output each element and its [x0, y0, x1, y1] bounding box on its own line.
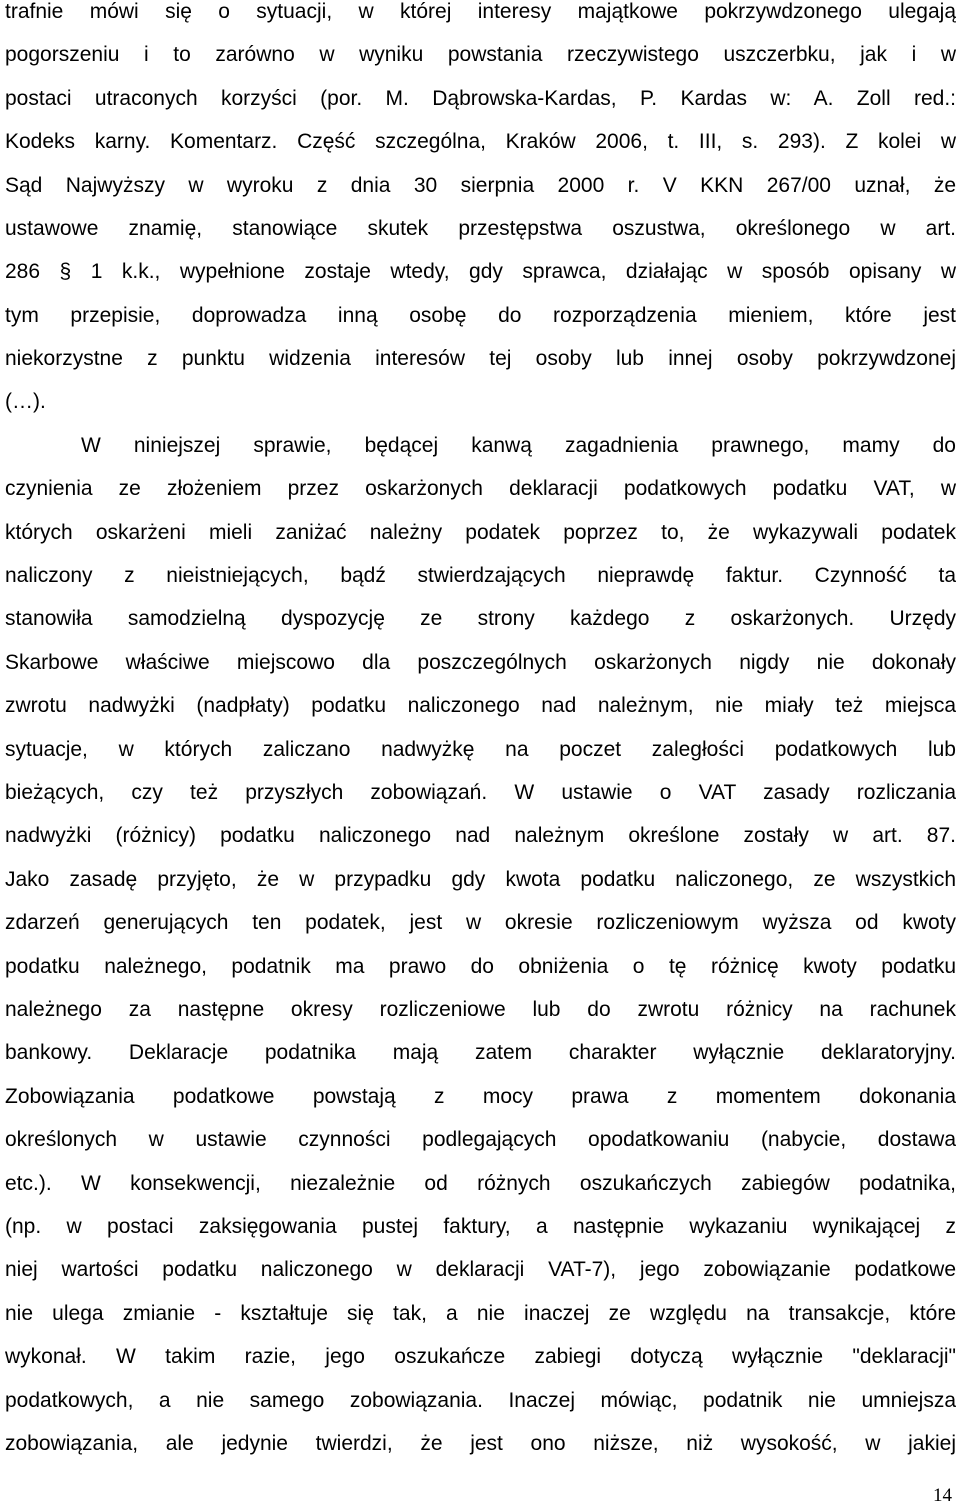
text-line: pogorszeniu i to zarówno w wyniku powstania rzeczywistego uszczerbku, jak i w	[5, 43, 956, 66]
text-line: 286 § 1 k.k., wypełnione zostaje wtedy, gdy sprawca, działając w sposób opisany w	[5, 260, 956, 283]
text-line: których oskarżeni mieli zaniżać należny podatek poprzez to, że wykazywali podatek	[5, 521, 956, 544]
text-line: etc.). W konsekwencji, niezależnie od różnych oszukańczych zabiegów podatnika,	[5, 1172, 956, 1195]
text-line: Kodeks karny. Komentarz. Część szczególna, Kraków 2006, t. III, s. 293). Z kolei w	[5, 130, 956, 153]
text-line: naliczony z nieistniejących, bądź stwierdzających nieprawdę faktur. Czynność ta	[5, 564, 956, 587]
text-line: zwrotu nadwyżki (nadpłaty) podatku naliczonego nad należnym, nie miały też miejsca	[5, 694, 956, 717]
text-line: Skarbowe właściwe miejscowo dla poszczególnych oskarżonych nigdy nie dokonały	[5, 651, 956, 674]
text-line: (np. w postaci zaksięgowania pustej faktury, a następnie wykazaniu wynikającej z	[5, 1215, 956, 1238]
text-line: wykonał. W takim razie, jego oszukańcze zabiegi dotyczą wyłącznie "deklaracji"	[5, 1345, 956, 1368]
text-line: należnego za następne okresy rozliczeniowe lub do zwrotu różnicy na rachunek	[5, 998, 956, 1021]
text-line: postaci utraconych korzyści (por. M. Dąbrowska-Kardas, P. Kardas w: A. Zoll red.:	[5, 87, 956, 110]
text-line: podatkowych, a nie samego zobowiązania. Inaczej mówiąc, podatnik nie umniejsza	[5, 1389, 956, 1412]
text-line: Jako zasadę przyjęto, że w przypadku gdy kwota podatku naliczonego, ze wszystkich	[5, 868, 956, 891]
text-line: bankowy. Deklaracje podatnika mają zatem charakter wyłącznie deklaratoryjny.	[5, 1041, 956, 1064]
text-line: Sąd Najwyższy w wyroku z dnia 30 sierpnia 2000 r. V KKN 267/00 uznał, że	[5, 174, 956, 197]
text-line: zdarzeń generujących ten podatek, jest w okresie rozliczeniowym wyższa od kwoty	[5, 911, 956, 934]
text-line: bieżących, czy też przyszłych zobowiązań. W ustawie o VAT zasady rozliczania	[5, 781, 956, 804]
text-line: trafnie mówi się o sytuacji, w której interesy majątkowe pokrzywdzonego ulegają	[5, 0, 956, 23]
text-line: nadwyżki (różnicy) podatku naliczonego nad należnym określone zostały w art. 87.	[5, 824, 956, 847]
text-line: (…).	[5, 390, 46, 413]
text-line: czynienia ze złożeniem przez oskarżonych deklaracji podatkowych podatku VAT, w	[5, 477, 956, 500]
text-line: niej wartości podatku naliczonego w deklaracji VAT-7), jego zobowiązanie podatkowe	[5, 1258, 956, 1281]
text-line: tym przepisie, doprowadza inną osobę do rozporządzenia mieniem, które jest	[5, 304, 956, 327]
page-number: 14	[933, 1485, 952, 1506]
text-line: nie ulega zmianie - kształtuje się tak, a nie inaczej ze względu na transakcje, które	[5, 1302, 956, 1325]
paragraph-first-line: W niniejszej sprawie, będącej kanwą zagadnienia prawnego, mamy do	[81, 434, 956, 457]
text-line: ustawowe znamię, stanowiące skutek przestępstwa oszustwa, określonego w art.	[5, 217, 956, 240]
text-line: stanowiła samodzielną dyspozycję ze strony każdego z oskarżonych. Urzędy	[5, 607, 956, 630]
text-line: określonych w ustawie czynności podlegających opodatkowaniu (nabycie, dostawa	[5, 1128, 956, 1151]
text-line: niekorzystne z punktu widzenia interesów tej osoby lub innej osoby pokrzywdzonej	[5, 347, 956, 370]
text-line: sytuacje, w których zaliczano nadwyżkę na poczet zaległości podatkowych lub	[5, 738, 956, 761]
text-line: zobowiązania, ale jedynie twierdzi, że jest ono niższe, niż wysokość, w jakiej	[5, 1432, 956, 1455]
text-line: podatku należnego, podatnik ma prawo do obniżenia o tę różnicę kwoty podatku	[5, 955, 956, 978]
text-line: Zobowiązania podatkowe powstają z mocy prawa z momentem dokonania	[5, 1085, 956, 1108]
